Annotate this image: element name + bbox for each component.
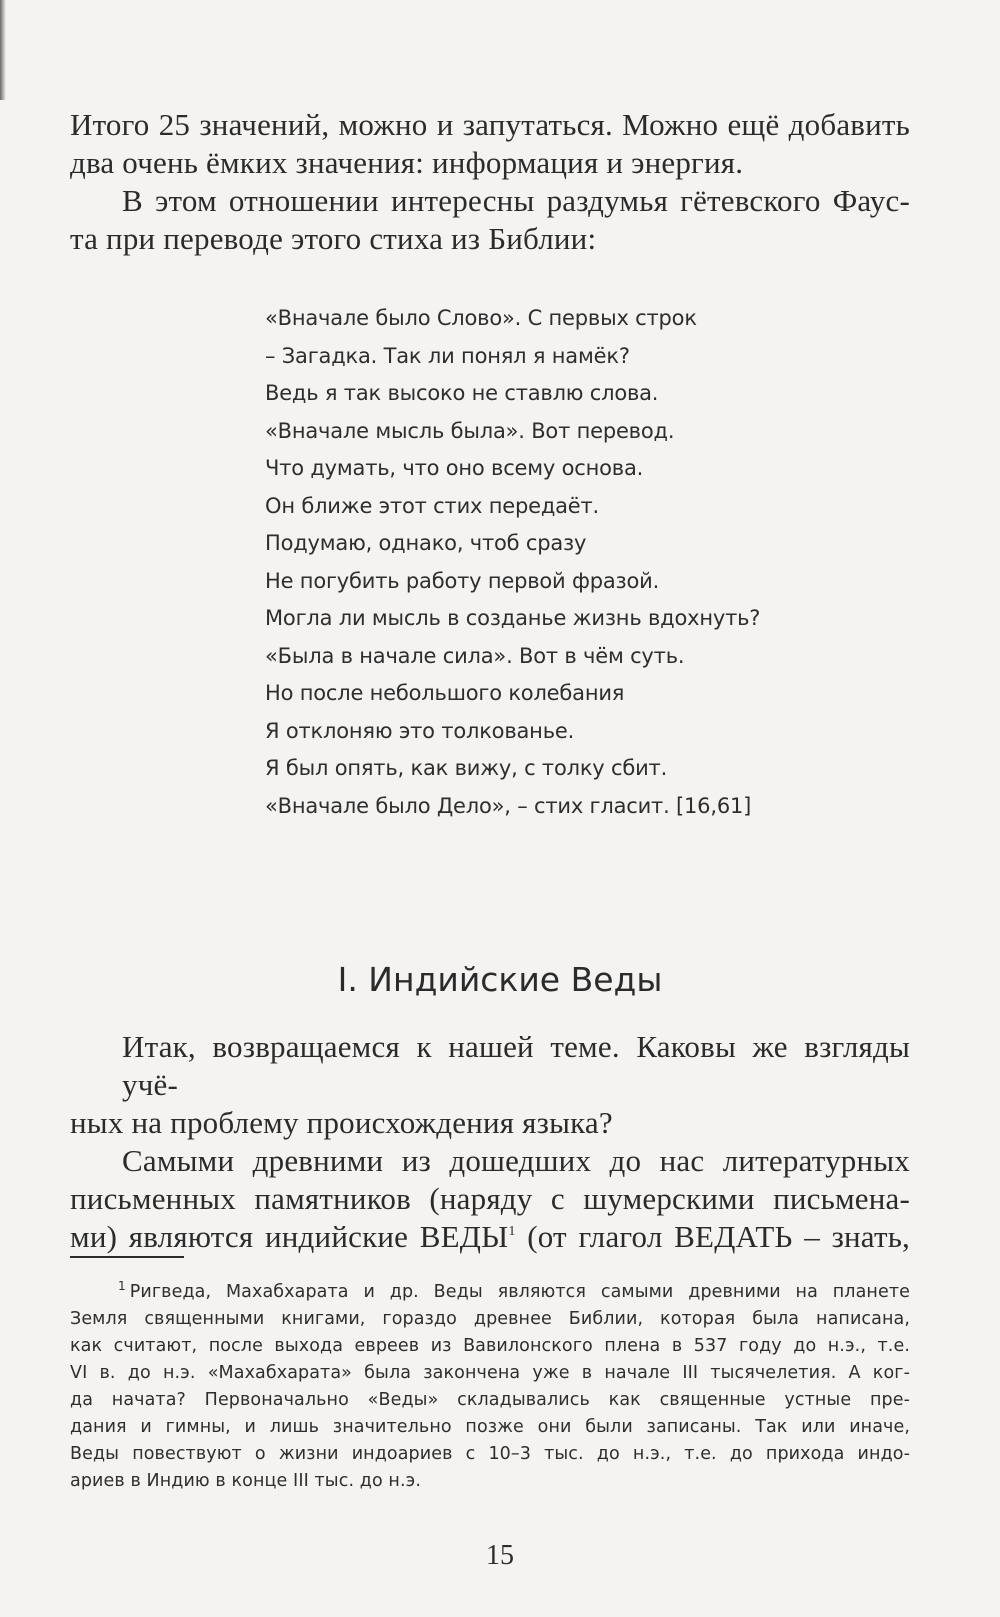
text-line: два очень ёмких значения: информация и энергия. [70,145,744,180]
text-fragment: Ригведа, Махабхарата и др. Веды являются самыми древними на планете [129,1282,910,1302]
poem-line: «Была в начале сила». Вот в чём суть. [265,643,685,668]
page-number: 15 [486,1540,514,1571]
footnote [70,1273,910,1495]
poem-line: Я отклоняю это толкованье. [265,718,575,743]
footnote-line: VI в. до н.э. «Махабхарата» была закончена уже в начале III тысячелетия. А ког- [70,1363,910,1383]
text-line [70,1218,910,1256]
text-line: та при переводе этого стиха из Библии: [70,221,597,256]
poem-line: Я был опять, как вижу, с толку сбит. [265,756,668,780]
poem-line: Но после небольшого колебания [265,681,625,705]
text-line: ных на проблему происхождения языка? [70,1105,613,1140]
poem-line: «Вначале было Дело», – стих гласит. [16,61] [265,793,752,818]
footnote-line: да начата? Первоначально «Веды» складывались как священные устные пре- [70,1390,910,1410]
footnote-line: Веды повествуют о жизни индоариев с 10–3 тыс. до н.э., т.е. до прихода индо- [70,1444,910,1464]
poem-line: Не погубить работу первой фразой. [265,568,660,593]
poem-line: «Вначале мысль была». Вот перевод. [265,418,675,443]
poem-line: Подумаю, однако, чтоб сразу [265,531,587,555]
poem-line: Могла ли мысль в созданье жизнь вдохнуть? [265,606,761,630]
footnote-line: дания и гимны, и лишь значительно позже они были записаны. Так или иначе, [70,1417,910,1437]
poem-quote [265,300,760,825]
footnote-mark: 1 [118,1279,126,1293]
poem-line: Что думать, что оно всему основа. [265,456,644,480]
page-edge-shadow [0,0,6,100]
footnote-divider [70,1256,184,1258]
section-heading: I. Индийские Веды [337,960,663,999]
text-line: Самыми древними из дошедших до нас литературных [122,1143,910,1178]
footnote-line: ариев в Индию в конце III тыс. до н.э. [70,1471,422,1491]
body-paragraph [70,1028,910,1256]
text-fragment: ми) являются индийские ВЕДЫ [70,1219,509,1254]
text-line: письменных памятников (наряду с шумерскими письмена- [70,1181,910,1216]
poem-line: «Вначале было Слово». С первых строк [265,306,697,330]
text-line: Итак, возвращаемся к нашей теме. Каковы же взгляды учё- [122,1029,910,1102]
footnote-line: Земля священными книгами, гораздо древнее Библии, которая была написана, [70,1309,910,1329]
poem-line: Он ближе этот стих передаёт. [265,493,600,518]
poem-line: Ведь я так высоко не ставлю слова. [265,381,659,405]
text-line: Итого 25 значений, можно и запутаться. Можно ещё добавить [70,107,910,142]
text-line: В этом отношении интересны раздумья гётевского Фауc- [122,183,910,218]
footnote-reference[interactable]: 1 [508,1224,516,1239]
footnote-line [70,1273,910,1306]
text-fragment: (от глагол ВЕДАТЬ – знать, [515,1219,911,1254]
footnote-line: как считают, после выхода евреев из Вавилонского плена в 537 году до н.э., т.е. [70,1336,910,1356]
poem-line: – Загадка. Так ли понял я намёк? [265,343,630,368]
intro-paragraph [70,106,910,258]
